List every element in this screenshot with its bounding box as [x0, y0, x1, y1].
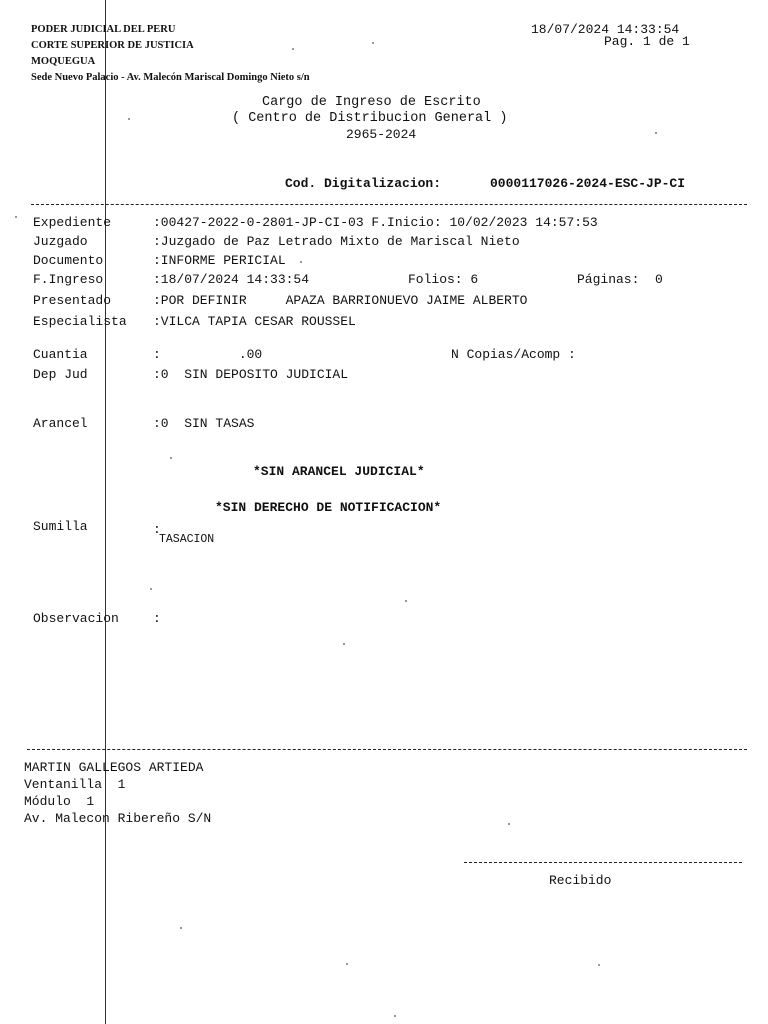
scan-speck [15, 216, 17, 218]
arancel-label: Arancel [33, 416, 88, 431]
cuantia-value: : .00 [153, 347, 263, 362]
footer-address: Av. Malecon Ribereño S/N [24, 811, 212, 826]
fingreso-value: :18/07/2024 14:33:54 [153, 272, 310, 287]
header-page-number: Pag. 1 de 1 [604, 34, 690, 49]
received-label: Recibido [549, 873, 612, 888]
divider-top [31, 204, 747, 205]
cuantia-label: Cuantia [33, 347, 88, 362]
cod-label: Cod. Digitalizacion: [285, 176, 442, 191]
juzgado-label: Juzgado [33, 234, 88, 249]
fingreso-label: F.Ingreso [33, 272, 104, 287]
scan-speck [150, 588, 152, 590]
scan-speck [346, 963, 348, 965]
documento-value: :INFORME PERICIAL [153, 253, 286, 268]
scan-speck [394, 1015, 396, 1017]
cod-value: 0000117026-2024-ESC-JP-CI [490, 176, 686, 191]
scan-speck [128, 118, 130, 120]
observacion-colon: : [153, 611, 161, 626]
signature-line [464, 862, 742, 863]
documento-label: Documento [33, 253, 104, 268]
header-district: MOQUEGUA [31, 56, 96, 67]
document-subtitle: ( Centro de Distribucion General ) [232, 111, 508, 126]
arancel-value: :0 SIN TASAS [153, 416, 255, 431]
footer-ventanilla: Ventanilla 1 [24, 777, 126, 792]
expediente-value: :00427-2022-0-2801-JP-CI-03 F.Inicio: 10/02/2023 14:57:53 [153, 215, 598, 230]
scan-speck [372, 42, 374, 44]
scan-speck [508, 823, 510, 825]
depjud-value: :0 SIN DEPOSITO JUDICIAL [153, 367, 349, 382]
paginas-value: Páginas: 0 [577, 272, 663, 287]
presentado-value: :POR DEFINIR APAZA BARRIONUEVO JAIME ALBERTO [153, 293, 528, 308]
sumilla-value: TASACION [159, 533, 215, 546]
footer-clerk-name: MARTIN GALLEGOS ARTIEDA [24, 760, 204, 775]
scan-speck [343, 643, 345, 645]
header-institution: PODER JUDICIAL DEL PERU [31, 24, 176, 35]
juzgado-value: :Juzgado de Paz Letrado Mixto de Mariscal Nieto [153, 234, 520, 249]
depjud-label: Dep Jud [33, 367, 88, 382]
especialista-label: Especialista [33, 314, 127, 329]
folios-value: Folios: 6 [408, 272, 479, 287]
presentado-label: Presentado [33, 293, 112, 308]
scan-speck [180, 927, 182, 929]
header-address: Sede Nuevo Palacio - Av. Malecón Mariscal Domingo Nieto s/n [31, 72, 310, 83]
header-court: CORTE SUPERIOR DE JUSTICIA [31, 40, 194, 51]
divider-bottom [27, 749, 747, 750]
footer-modulo: Módulo 1 [24, 794, 95, 809]
sumilla-label: Sumilla [33, 519, 88, 534]
scan-speck [598, 964, 600, 966]
especialista-value: :VILCA TAPIA CESAR ROUSSEL [153, 314, 356, 329]
notice-sin-derecho: *SIN DERECHO DE NOTIFICACION* [215, 500, 442, 515]
scan-line-artifact [105, 0, 106, 1024]
expediente-label: Expediente [33, 215, 112, 230]
document-number: 2965-2024 [346, 127, 417, 142]
notice-sin-arancel: *SIN ARANCEL JUDICIAL* [253, 464, 425, 479]
scan-speck [292, 48, 294, 50]
document-title: Cargo de Ingreso de Escrito [262, 95, 481, 110]
scan-speck [655, 132, 657, 134]
scan-speck [405, 600, 407, 602]
header-datetime: 18/07/2024 14:33:54 [531, 22, 680, 37]
scan-speck [300, 261, 302, 263]
copias-label: N Copias/Acomp : [451, 347, 576, 362]
sumilla-colon: : [153, 522, 161, 537]
scan-speck [170, 457, 172, 459]
observacion-label: Observacion [33, 611, 119, 626]
